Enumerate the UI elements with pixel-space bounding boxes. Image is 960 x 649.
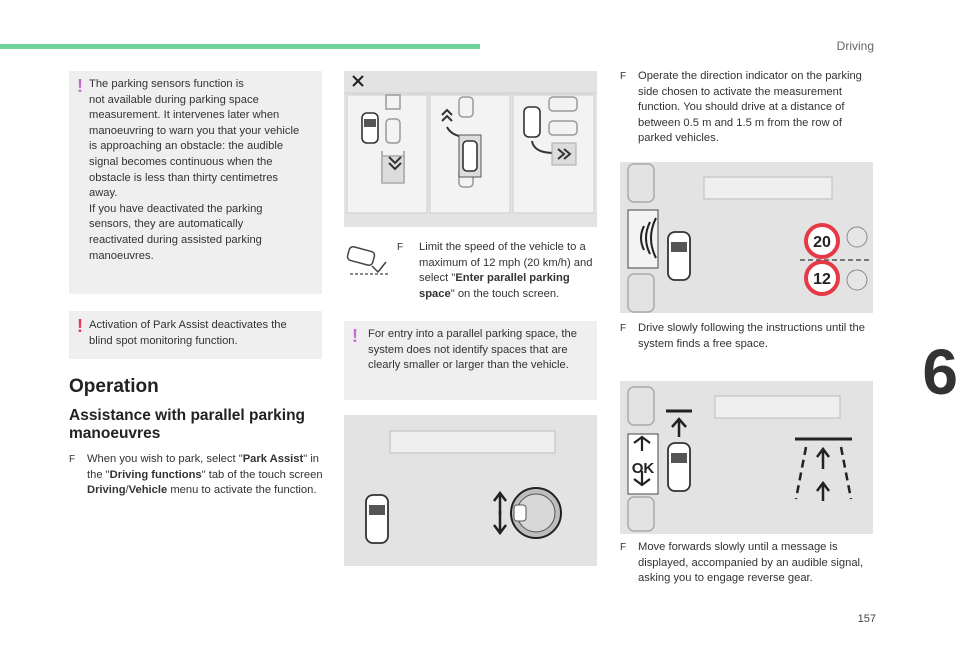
bullet-icon: F	[69, 454, 76, 465]
parallel-parking-heading: Assistance with parallel parking manoeuvres	[69, 407, 306, 442]
measurement-figure	[620, 162, 873, 313]
bullet-icon: F	[620, 71, 627, 82]
step-direction-indicator: F Operate the direction indicator on the parking side chosen to activate the measurement function. You should drive at a distance of between 0.5 m and 1.5 m from the row of parked vehicles.	[620, 70, 862, 145]
free-space-figure	[620, 381, 873, 534]
warning-icon: !	[77, 316, 83, 336]
page-number: 157	[857, 613, 876, 625]
speed-high-label: 20	[813, 234, 831, 251]
car-icon	[362, 113, 378, 143]
note-parking-sensors-text: The parking sensors function is not available during parking space measurement. It intervenes later when manoeuvring to warn you that your vehicle is approaching an obstacle: the audible signal becomes continuous when the obstacle is less than thirty centimetres away. If you have deactivated the parking sensors, they are automatically reactivated during assisted parking manoeuvres.	[89, 78, 300, 262]
operation-heading: Operation	[69, 376, 159, 397]
steering-wheel-icon	[511, 488, 561, 538]
steering-wheel-icon	[847, 270, 867, 290]
note-blind-spot-text: Activation of Park Assist deactivates the blind spot monitoring function.	[89, 319, 287, 347]
touchscreen-figure	[344, 71, 597, 227]
note-parking-sensors	[69, 71, 322, 294]
note-entry-space-text: For entry into a parallel parking space, the system does not identify spaces that are clearly smaller or larger than the vehicle.	[368, 328, 577, 372]
step-select-park-assist: F When you wish to park, select "Park Assist" in the "Driving functions" tab of the touch screen Driving/Vehicle menu to activate the function.	[69, 453, 323, 497]
section-title: Driving	[836, 39, 874, 53]
bullet-icon: F	[620, 542, 627, 553]
note-entry-space	[344, 321, 597, 400]
step-limit-speed: F Limit the speed of the vehicle to a maximum of 12 mph (20 km/h) and select "Enter parallel parking space" on the touch screen.	[397, 241, 593, 300]
note-blind-spot	[69, 311, 322, 359]
reverse-arrow-icon	[494, 511, 506, 533]
free-space-guide-icon	[795, 439, 852, 501]
step-drive-slowly: F Drive slowly following the instructions until the system finds a free space.	[620, 322, 865, 350]
bullet-icon: F	[397, 242, 404, 253]
steering-wheel-icon	[847, 227, 867, 247]
chapter-number: 6	[922, 336, 958, 408]
speed-low-label: 12	[813, 271, 831, 288]
car-icon	[668, 443, 690, 491]
bullet-icon: F	[620, 323, 627, 334]
step-move-forwards: F Move forwards slowly until a message is displayed, accompanied by an audible signal, asking you to engage reverse gear.	[620, 541, 864, 585]
ok-label: OK	[631, 460, 655, 477]
park-assist-button-icon	[344, 244, 394, 280]
chapter-color-bar	[0, 44, 480, 49]
forward-arrow-icon	[672, 419, 686, 437]
info-icon: !	[77, 76, 83, 96]
car-icon	[366, 495, 388, 543]
info-icon: !	[352, 326, 358, 346]
steering-figure	[344, 415, 597, 566]
car-icon	[668, 232, 690, 280]
